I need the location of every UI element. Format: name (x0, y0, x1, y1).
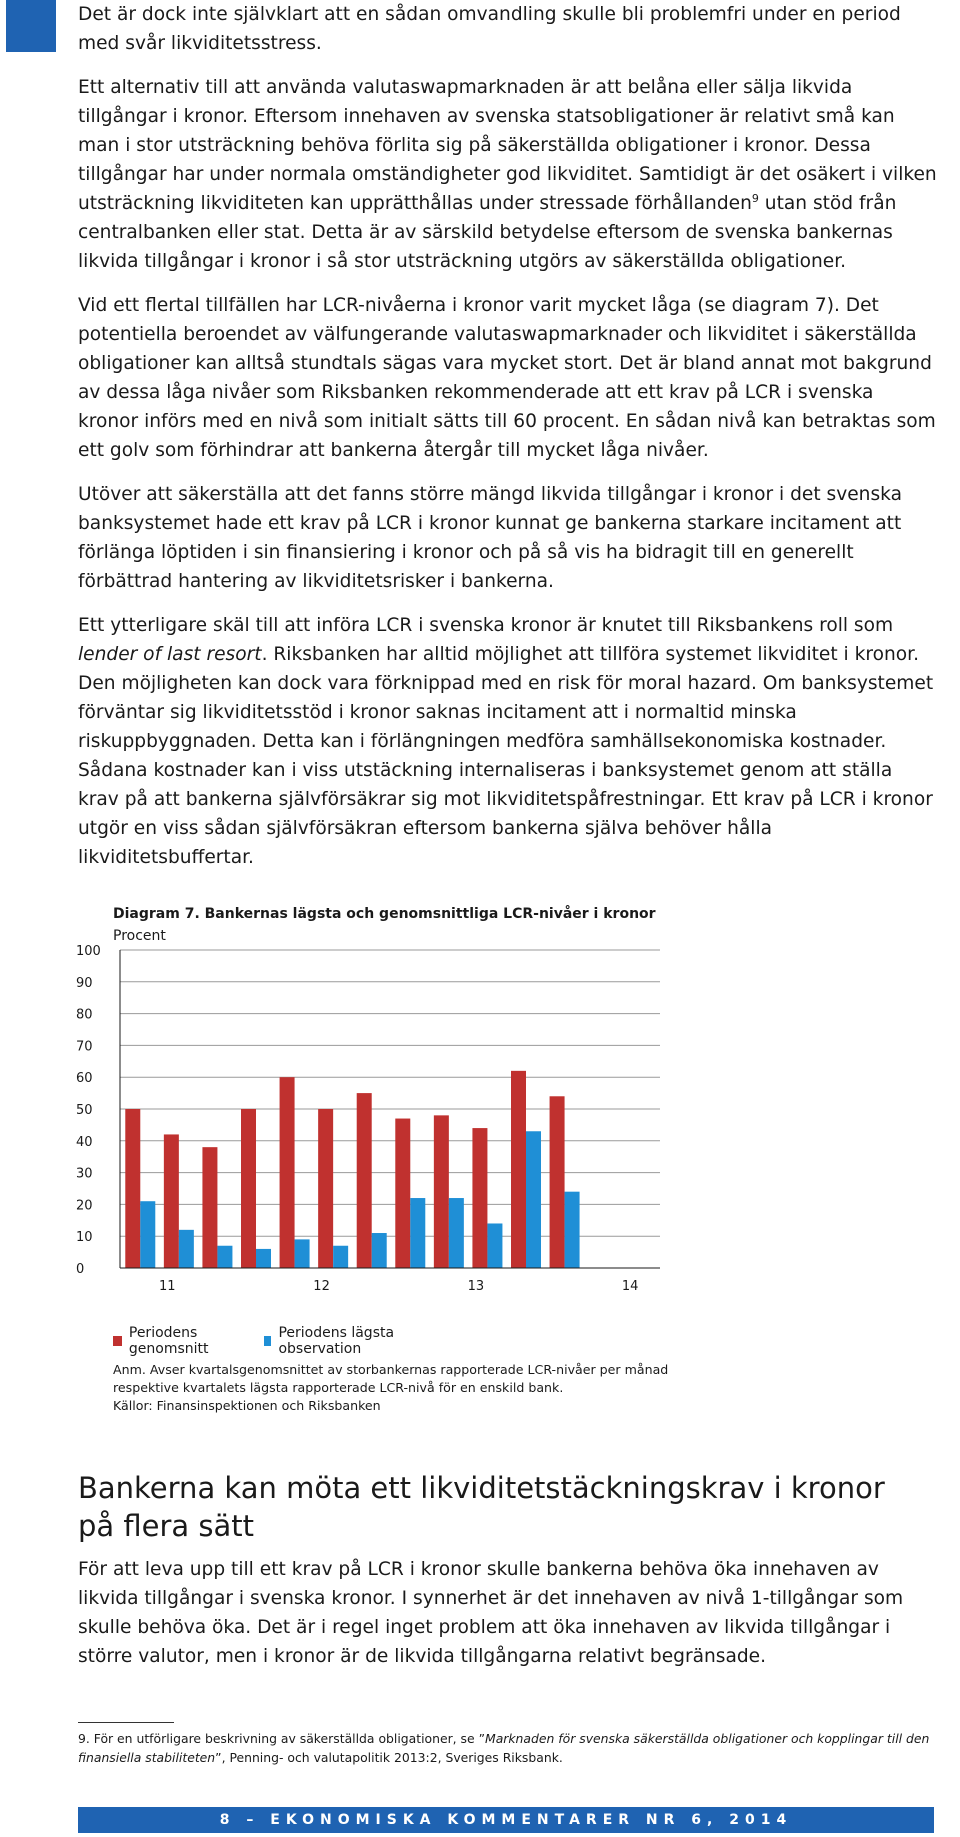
bar-average (395, 1119, 410, 1268)
bar-average (318, 1109, 333, 1268)
bar-lowest (487, 1223, 502, 1268)
paragraph-2-part-b: utan stöd från centralbanken eller stat. Detta är av särskild betydelse eftersom de svenska bankernas likvida tillgångar i kronor i så stor utsträckning utgörs av säkerställda obligationer. (78, 193, 897, 272)
x-tick-label: 11 (159, 1279, 176, 1294)
footnote-9 (78, 1729, 938, 1767)
bar-lowest (217, 1246, 232, 1268)
chart-source: Källor: Finansinspektionen och Riksbanken (113, 1398, 381, 1413)
footnote-part-a: 9. För en utförligare beskrivning av säkerställda obligationer, se ” (78, 1731, 485, 1746)
bar-average (434, 1115, 449, 1268)
bar-average (357, 1093, 372, 1268)
paragraph-5-text (78, 611, 938, 872)
legend-swatch-blue (264, 1336, 271, 1346)
bar-lowest (449, 1198, 464, 1268)
y-tick-label: 90 (76, 975, 93, 991)
bar-lowest (526, 1131, 541, 1268)
bar-lowest (372, 1233, 387, 1268)
footnote-title-emphasis: Marknaden för svenska säkerställda obligationer och kopplingar till den finansiella stabiliteten (78, 1731, 930, 1765)
chart-bars (125, 1071, 579, 1268)
chart-svg (70, 940, 670, 1310)
legend-label-average: Periodens genomsnitt (128, 1325, 209, 1357)
footnote-ref-9[interactable]: 9 (751, 191, 759, 205)
legend-item-lowest (264, 1325, 422, 1357)
y-tick-label: 30 (76, 1166, 93, 1182)
legend-item-average (113, 1325, 264, 1357)
bar-average (511, 1071, 526, 1268)
section-heading: Bankerna kan möta ett likviditetstäckningskrav i kronor på flera sätt (78, 1471, 885, 1543)
footer-text: 8 – EKONOMISKA KOMMENTARER NR 6, 2014 (219, 1812, 793, 1828)
paragraph-5-part-b: . Riksbanken har alltid möjlighet att tillföra systemet likviditet i kronor. Den möjligheten kan dock vara förknippad med en risk för moral hazard. Om banksystemet förväntar sig likviditetsstöd i kronor saknas incitament att i normaltid minska riskuppbyggnaden. Detta kan i förlängningen medföra samhällsekonomiska kostnader. Sådana kostnader kan i viss utstäckning internaliseras i banksystemet genom att ställa krav på att bankerna självförsäkrar sig mot likviditetspåfrestningar. Ett krav på LCR i kronor utgör en viss sådan självförsäkran eftersom bankerna själva behöver hålla likviditetsbuffertar. (78, 644, 934, 868)
y-tick-label: 70 (76, 1039, 93, 1055)
section-body: För att leva upp till ett krav på LCR i kronor skulle bankerna behöva öka innehaven av likvida tillgångar i svenska kronor. I synnerhet är det innehaven av nivå 1-tillgångar som skulle behöva öka. Det är i regel inget problem att öka innehaven av likvida tillgångar i större valutor, men i kronor är de likvida tillgångarna relativt begränsade. (78, 1559, 904, 1667)
x-tick-label: 13 (467, 1279, 485, 1294)
legend-swatch-red (113, 1336, 122, 1346)
bar-average (472, 1128, 487, 1268)
paragraph-5-emphasis: lender of last resort (78, 644, 262, 665)
y-tick-label: 20 (76, 1198, 93, 1214)
bar-average (550, 1096, 565, 1268)
footnote-divider (78, 1722, 174, 1723)
y-tick-label: 10 (76, 1230, 93, 1246)
bar-lowest (333, 1246, 348, 1268)
paragraph-4 (78, 480, 938, 596)
paragraph-1-text: Det är dock inte självklart att en sådan omvandling skulle bli problemfri under en period med svår likviditetsstress. (78, 4, 901, 54)
bar-lowest (295, 1239, 310, 1268)
bar-average (280, 1077, 295, 1268)
x-tick-label: 14 (621, 1279, 639, 1294)
bar-average (241, 1109, 256, 1268)
x-tick-label: 12 (313, 1279, 330, 1294)
bar-average (125, 1109, 140, 1268)
chart-ylabel: Procent (113, 928, 166, 944)
y-tick-label: 0 (76, 1262, 85, 1277)
y-tick-label: 40 (76, 1134, 93, 1150)
bar-lowest (565, 1192, 580, 1268)
chart-legend (113, 1325, 423, 1357)
bar-lowest (179, 1230, 194, 1268)
chart-title: Diagram 7. Bankernas lägsta och genomsnittliga LCR-nivåer i kronor (113, 906, 656, 922)
bar-lowest (256, 1249, 271, 1268)
chart-note-text: Anm. Avser kvartalsgenomsnittet av storbankernas rapporterade LCR-nivåer per månad respektive kvartalets lägsta rapporterade LCR-nivå för en enskild bank. (113, 1362, 669, 1395)
chart-note (113, 1361, 733, 1415)
y-tick-label: 60 (76, 1071, 93, 1087)
footnote-part-b: ”, Penning- och valutapolitik 2013:2, Sveriges Riksbank. (215, 1750, 563, 1765)
paragraph-4-text: Utöver att säkerställa att det fanns större mängd likvida tillgångar i kronor i det svenska banksystemet hade ett krav på LCR i kronor kunnat ge bankerna starkare incitament att förlänga löptiden i sin finansiering i kronor och på så vis ha bidragit till en generellt förbättrad hantering av likviditetsrisker i bankerna. (78, 484, 902, 592)
body-text (78, 0, 938, 887)
bar-lowest (410, 1198, 425, 1268)
bar-lowest (140, 1201, 155, 1268)
bar-average (164, 1134, 179, 1268)
y-tick-label: 100 (76, 944, 101, 959)
y-tick-label: 80 (76, 1007, 93, 1023)
paragraph-5 (78, 611, 938, 872)
legend-label-lowest: Periodens lägsta observation (278, 1325, 395, 1357)
page-footer (78, 1807, 934, 1833)
paragraph-3 (78, 291, 938, 465)
corner-blue-square (6, 0, 56, 52)
bar-average (202, 1147, 217, 1268)
y-tick-label: 50 (76, 1103, 93, 1118)
paragraph-5-part-a: Ett ytterligare skäl till att införa LCR i svenska kronor är knutet till Riksbankens roll som (78, 615, 894, 636)
paragraph-3-text: Vid ett flertal tillfällen har LCR-nivåerna i kronor varit mycket låga (se diagram 7). Det potentiella beroendet av välfungerande valutaswapmarknader och likviditet i säkerställda obligationer kan alltså stundtals sägas vara mycket stort. Det är bland annat mot bakgrund av dessa låga nivåer som Riksbanken rekommenderade att ett krav på LCR i svenska kronor införs med en nivå som initialt sätts till 60 procent. En sådan nivå kan betraktas som ett golv som förhindrar att bankerna återgår till mycket låga nivåer. (78, 295, 936, 461)
paragraph-1 (78, 0, 938, 58)
paragraph-2-part-a: Ett alternativ till att använda valutaswapmarknaden är att belåna eller sälja likvida tillgångar i kronor. Eftersom innehaven av svenska statsobligationer är relativt små kan man i stor utsträckning behöva förlita sig på säkerställda obligationer i kronor. Dessa tillgångar har under normala omständigheter god likviditet. Samtidigt är det osäkert i vilken utsträckning likviditeten kan upprätthållas under stressade förhållanden (78, 77, 937, 214)
paragraph-2-text (78, 73, 938, 276)
paragraph-2 (78, 73, 938, 276)
